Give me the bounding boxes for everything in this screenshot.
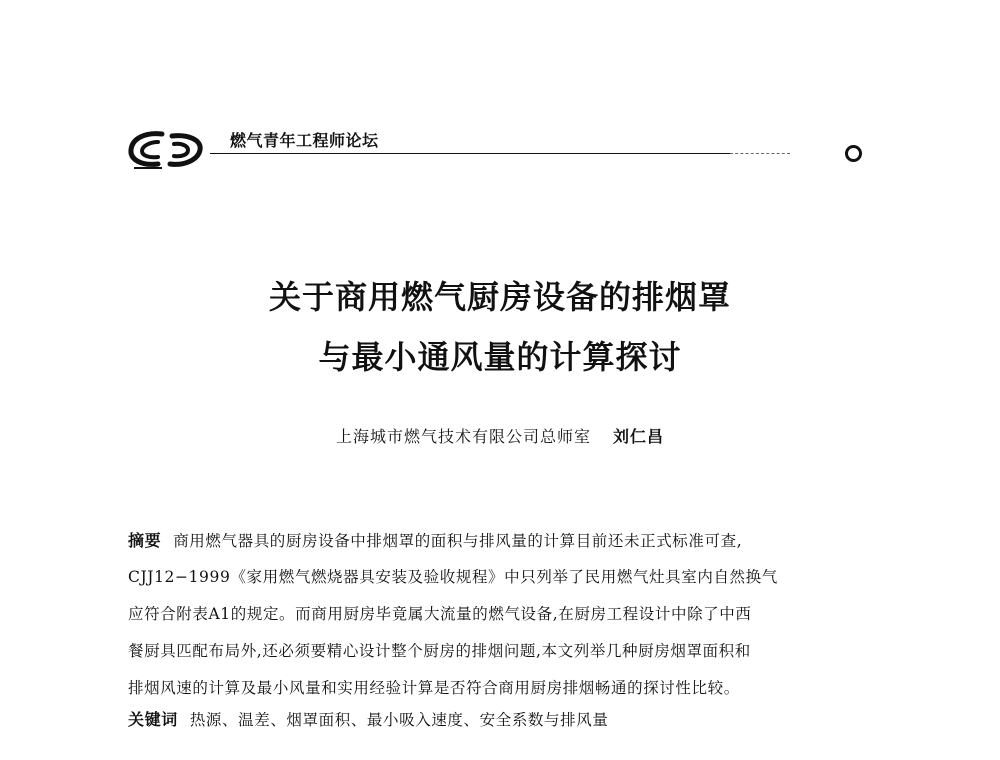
article-title-line-1: 关于商用燃气厨房设备的排烟罩 xyxy=(268,278,731,316)
keywords-label: 关键词 xyxy=(128,710,178,729)
keywords xyxy=(128,707,608,730)
keywords-text: 热源、温差、烟罩面积、最小吸入速度、安全系数与排风量 xyxy=(189,711,609,729)
abstract xyxy=(128,522,868,707)
section-title: 燃气青年工程师论坛 xyxy=(230,131,379,150)
abstract-line: CJJ12−1999《家用燃气燃烧器具安装及验收规程》中只列举了民用燃气灶具室内自然换气 xyxy=(128,568,778,586)
abstract-line: 应符合附表A1的规定。而商用厨房毕竟属大流量的燃气设备,在厨房工程设计中除了中西 xyxy=(128,605,752,623)
author-name: 刘仁昌 xyxy=(613,427,665,446)
header-rule-tail xyxy=(730,153,790,154)
header-rule xyxy=(210,153,730,154)
abstract-line xyxy=(128,522,868,559)
article-title-line-2: 与最小通风量的计算探讨 xyxy=(318,338,682,376)
author-block xyxy=(0,424,1000,447)
author-affiliation: 上海城市燃气技术有限公司总师室 xyxy=(335,427,591,446)
abstract-line: 排烟风速的计算及最小风量和实用经验计算是否符合商用厨房排烟畅通的探讨性比较。 xyxy=(128,679,740,697)
ring-bullet-icon xyxy=(845,145,862,162)
abstract-line: 餐厨具匹配布局外,还必须要精心设计整个厨房的排烟问题,本文列举几种厨房烟罩面积和 xyxy=(128,642,751,660)
gas-flame-logo xyxy=(128,128,204,170)
abstract-text: 商用燃气器具的厨房设备中排烟罩的面积与排风量的计算目前还未正式标准可查, xyxy=(173,532,743,550)
abstract-label: 摘要 xyxy=(128,531,162,550)
